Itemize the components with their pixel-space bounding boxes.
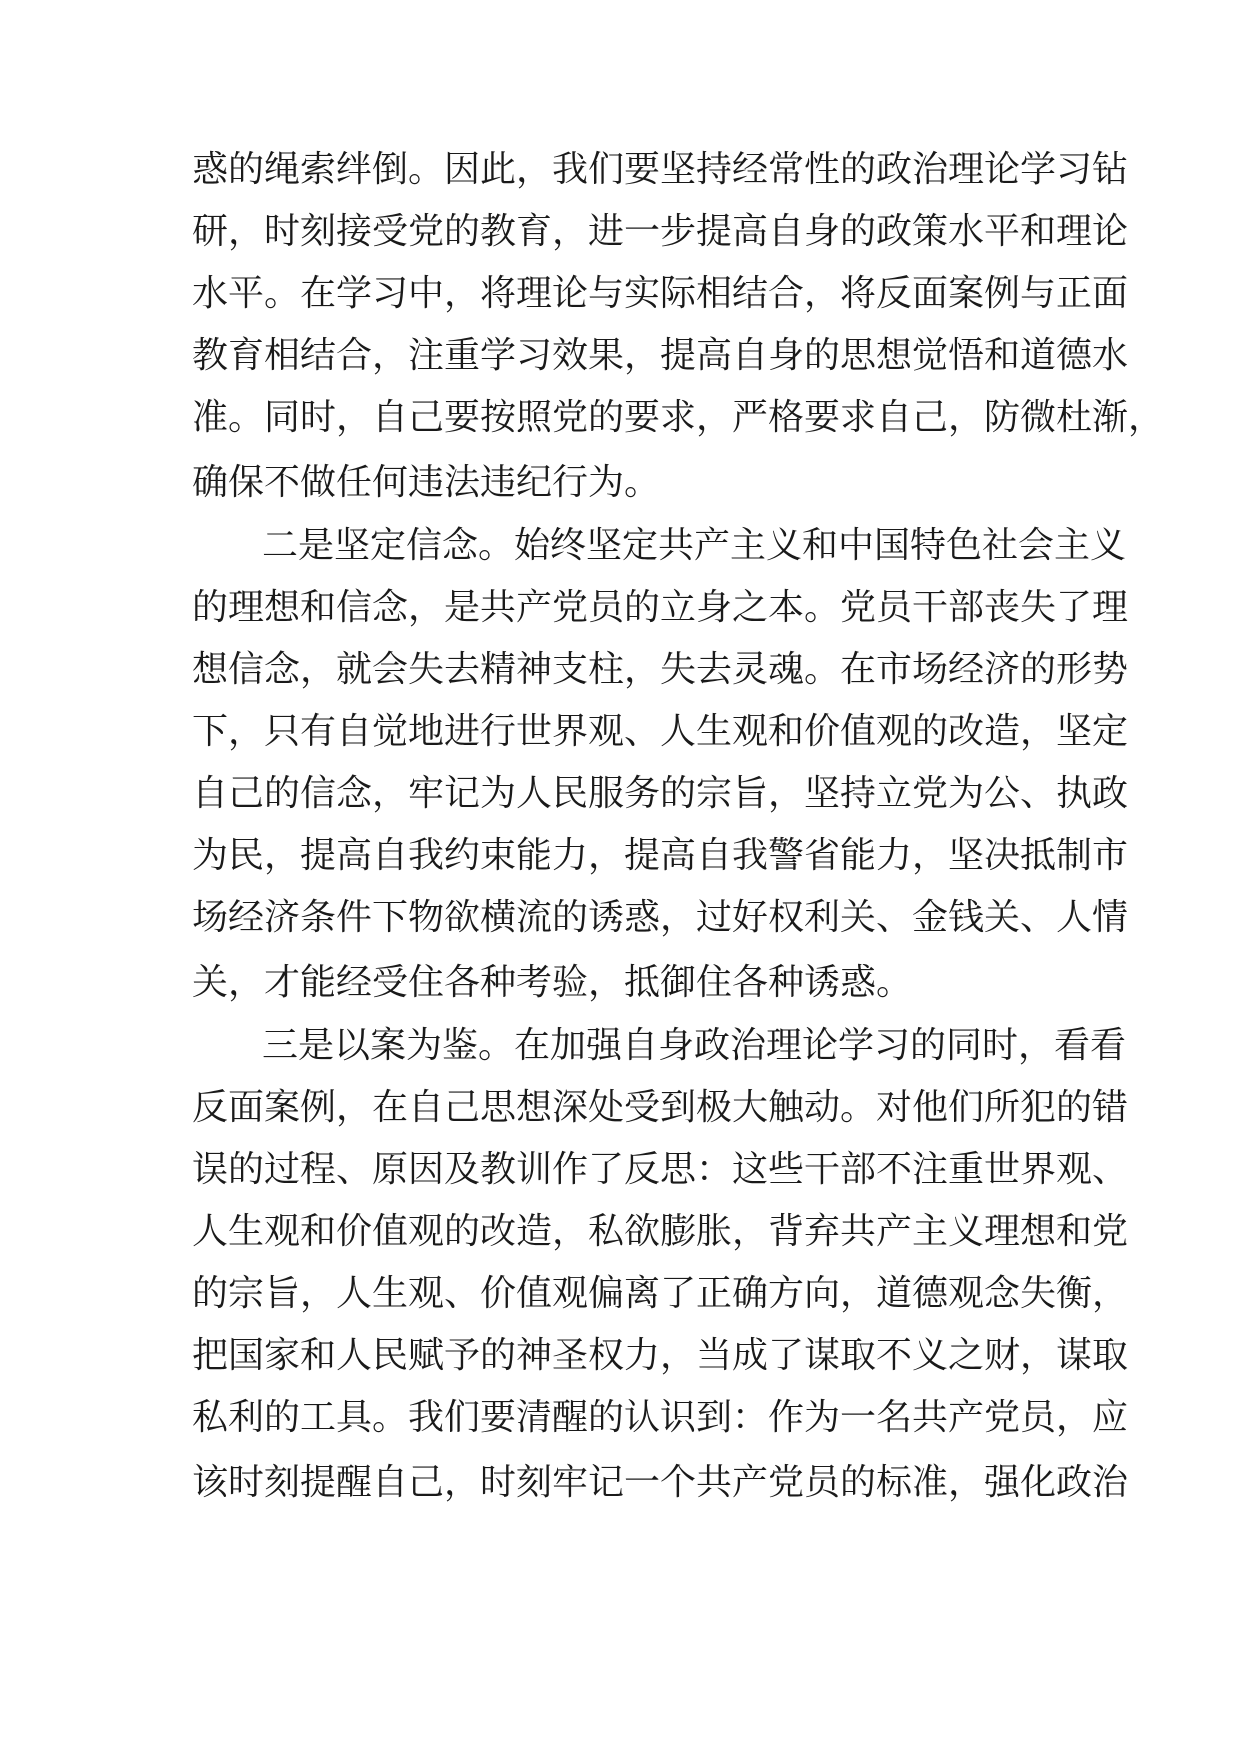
paragraph-3-line-4: 人生观和价值观的改造，私欲膨胀，背弃共产主义理想和党 [192,1211,1129,1252]
paragraph-2-line-5: 自己的信念，牢记为人民服务的宗旨，坚持立党为公、执政 [192,773,1129,814]
paragraph-3-line-2: 反面案例，在自己思想深处受到极大触动。对他们所犯的错 [192,1087,1129,1128]
paragraph-3-line-6: 把国家和人民赋予的神圣权力，当成了谋取不义之财，谋取 [192,1335,1129,1376]
paragraph-1-line-6: 确保不做任何违法违纪行为。 [192,462,661,503]
paragraph-2-line-3: 想信念，就会失去精神支柱，失去灵魂。在市场经济的形势 [192,649,1129,690]
paragraph-3-line-5: 的宗旨，人生观、价值观偏离了正确方向，道德观念失衡， [192,1273,1129,1314]
paragraph-3-line-8: 该时刻提醒自己，时刻牢记一个共产党员的标准，强化政治 [192,1462,1129,1503]
paragraph-3-line-1: 三是以案为鉴。在加强自身政治理论学习的同时，看看 [262,1025,1127,1066]
paragraph-1-line-1: 惑的绳索绊倒。因此，我们要坚持经常性的政治理论学习钻 [192,149,1129,190]
paragraph-1-line-4: 教育相结合，注重学习效果，提高自身的思想觉悟和道德水 [192,335,1129,376]
paragraph-1-line-5: 准。同时，自己要按照党的要求，严格要求自己，防微杜渐， [192,397,1165,438]
paragraph-2-line-6: 为民，提高自我约束能力，提高自我警省能力，坚决抵制市 [192,835,1129,876]
paragraph-2-line-7: 场经济条件下物欲横流的诱惑，过好权利关、金钱关、人情 [192,897,1129,938]
paragraph-1-line-3: 水平。在学习中，将理论与实际相结合，将反面案例与正面 [192,273,1129,314]
paragraph-2-line-8: 关，才能经受住各种考验，抵御住各种诱惑。 [192,962,913,1003]
paragraph-2-line-1: 二是坚定信念。始终坚定共产主义和中国特色社会主义 [262,525,1127,566]
paragraph-1-line-2: 研，时刻接受党的教育，进一步提高自身的政策水平和理论 [192,211,1129,252]
paragraph-3-line-7: 私利的工具。我们要清醒的认识到：作为一名共产党员，应 [192,1397,1129,1438]
paragraph-2-line-2: 的理想和信念，是共产党员的立身之本。党员干部丧失了理 [192,587,1129,628]
paragraph-2-line-4: 下，只有自觉地进行世界观、人生观和价值观的改造，坚定 [192,711,1129,752]
paragraph-3-line-3: 误的过程、原因及教训作了反思：这些干部不注重世界观、 [192,1149,1129,1190]
